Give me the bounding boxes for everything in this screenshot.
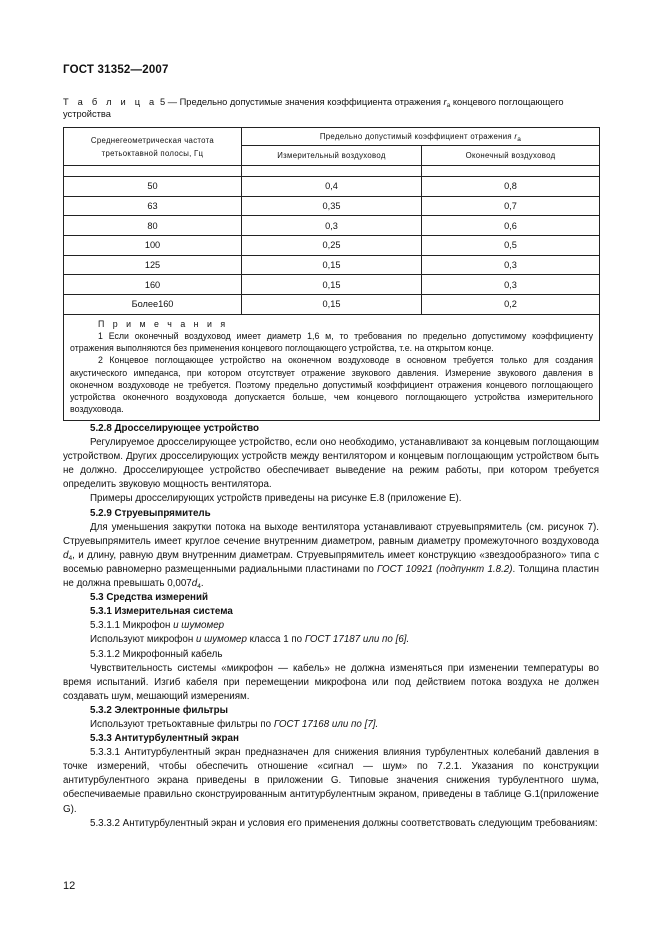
col-header-group: Предельно допустимый коэффициент отражения $r_a$ bbox=[242, 128, 600, 146]
table-caption-number: 5 bbox=[159, 97, 166, 107]
heading-5-3-3: 5.3.3 Антитурбулентный экран bbox=[90, 733, 239, 745]
cell-measuring: 0,25 bbox=[242, 236, 422, 256]
paragraph: Используют микрофон и шумомер класса 1 по ГОСТ 17187 или по [6]. bbox=[90, 634, 410, 646]
paragraph: 5.3.1.2 Микрофонный кабель bbox=[90, 648, 223, 660]
table-row bbox=[64, 295, 600, 315]
standard-header: ГОСТ 31352—2007 bbox=[63, 64, 169, 76]
cell-frequency: 50 bbox=[64, 177, 242, 197]
cell-frequency: 100 bbox=[64, 236, 242, 256]
paragraph: 5.3.3.1 Антитурбулентный экран предназначен для снижения влияния турбулентных колебаний давления в точке измерений, чтобы обеспечить отношение «сигнал — шум» по 7.2.1. Указания по конструкции антитурбулентного экрана приведены в приложении G. Типовые значения снижения турбулентного шума, обеспечиваемые правильно сконструированным антитурбулентным экраном, приведены в таблице G.1(приложение G). bbox=[63, 747, 599, 815]
cell-frequency: Более160 bbox=[64, 295, 242, 315]
paragraph: 5.3.1.1 Микрофон и шумомер bbox=[90, 620, 225, 632]
cell-measuring: 0,15 bbox=[242, 255, 422, 275]
paragraph: Примеры дросселирующих устройств приведены на рисунке Е.8 (приложение Е). bbox=[90, 493, 462, 505]
paragraph: Для уменьшения закрутки потока на выходе вентилятора устанавливают струевыпрямитель (см. рисунок 7). Струевыпрямитель имеет круглое сечение внутренним диаметром, равным диаметру промежуточного воздуховода $d_4$, и длину, равную двум внутренним диаметрам. Струевыпрямитель имеет конструкцию «звездообразного» типа с восемью равномерно размещенными радиальными пластинами по ГОСТ 10921 (подпункт 1.8.2). Толщина пластин не должна превышать $0,007d_4$. bbox=[63, 521, 599, 591]
cell-terminal: 0,3 bbox=[422, 275, 600, 295]
note-1: 1 Если оконечный воздуховод имеет диаметр 1,6 м, то требования по предельно допустимому коэффициенту отражения выполняются без применения концевого поглощающего устройства, т.е. на открытом конце. bbox=[70, 331, 594, 354]
cell-terminal: 0,5 bbox=[422, 236, 600, 256]
table-spacer bbox=[64, 166, 600, 177]
col-header-measuring: Измерительный воздуховод bbox=[242, 146, 422, 166]
table-row bbox=[64, 275, 600, 295]
cell-frequency: 125 bbox=[64, 255, 242, 275]
table-caption-text-end: концевого поглощающего устройства bbox=[63, 97, 564, 119]
cell-measuring: 0,3 bbox=[242, 216, 422, 236]
cell-frequency: 80 bbox=[64, 216, 242, 236]
cell-measuring: 0,15 bbox=[242, 275, 422, 295]
table-caption-text: — Предельно допустимые значения коэффициента отражения bbox=[165, 97, 444, 107]
table-caption-symbol: r bbox=[443, 97, 447, 107]
body-text bbox=[63, 422, 599, 831]
cell-terminal: 0,8 bbox=[422, 177, 600, 197]
heading-5-3: 5.3 Средства измерений bbox=[90, 592, 208, 604]
paragraph: 5.3.3.2 Антитурбулентный экран и условия его применения должны соответствовать следующим требованиям: bbox=[90, 817, 598, 829]
cell-terminal: 0,6 bbox=[422, 216, 600, 236]
table-caption bbox=[63, 97, 599, 120]
cell-measuring: 0,35 bbox=[242, 196, 422, 216]
col-header-terminal: Оконечный воздуховод bbox=[422, 146, 600, 166]
reference-link: ГОСТ 10921 (подпункт 1.8.2) bbox=[377, 563, 513, 575]
cell-terminal: 0,3 bbox=[422, 255, 600, 275]
table-row bbox=[64, 216, 600, 236]
note-2: 2 Концевое поглощающее устройство на оконечном воздуховоде в основном требуется только для создания акустического импеданса, при котором отсутствует отражение звукового давления. Измерение звукового давления в оконечном воздуховоде не требуется. Поэтому предельно допустимый коэффициент отражения концевого поглощающего устройства оконечного воздуховода допускается больше, чем концевого поглощающего устройства измерительного воздуховода. bbox=[70, 355, 594, 415]
paragraph: Чувствительность системы «микрофон — кабель» не должна изменяться при изменении температуры во время испытаний. Изгиб кабеля при перемещении микрофона или под действием потока воздуха не должен создавать шум, мешающий измерениям. bbox=[63, 662, 599, 702]
heading-5-3-1: 5.3.1 Измерительная система bbox=[90, 606, 233, 618]
notes-title: П р и м е ч а н и я bbox=[98, 318, 229, 329]
cell-measuring: 0,4 bbox=[242, 177, 422, 197]
table-row bbox=[64, 255, 600, 275]
heading-5-2-8: 5.2.8 Дросселирующее устройство bbox=[90, 423, 260, 434]
table-notes bbox=[64, 314, 600, 421]
paragraph: Регулируемое дросселирующее устройство, если оно необходимо, устанавливают за концевым поглощающим устройством. Других дросселирующих устройств между вентилятором и концевым поглощающим устройством быть не должно. Дросселирующее устройство обеспечивает выведение на режим работы, при котором требуется определить звуковую мощность вентилятора. bbox=[63, 437, 599, 491]
col-header-frequency: Среднегеометрическая частота третьоктавной полосы, Гц bbox=[64, 128, 242, 166]
heading-5-3-2: 5.3.2 Электронные фильтры bbox=[90, 704, 228, 716]
table-row bbox=[64, 177, 600, 197]
paragraph: Используют третьоктавные фильтры по ГОСТ 17168 или по [7]. bbox=[90, 718, 379, 730]
table-row bbox=[64, 236, 600, 256]
table-row bbox=[64, 196, 600, 216]
cell-frequency: 160 bbox=[64, 275, 242, 295]
cell-measuring: 0,15 bbox=[242, 295, 422, 315]
heading-5-2-9: 5.2.9 Струевыпрямитель bbox=[90, 507, 211, 519]
cell-frequency: 63 bbox=[64, 196, 242, 216]
table-caption-label: Т а б л и ц а bbox=[63, 97, 158, 107]
reflection-coefficient-table bbox=[63, 127, 600, 421]
table-caption-subscript: a bbox=[446, 102, 451, 109]
cell-terminal: 0,7 bbox=[422, 196, 600, 216]
cell-terminal: 0,2 bbox=[422, 295, 600, 315]
page-number: 12 bbox=[63, 880, 76, 892]
